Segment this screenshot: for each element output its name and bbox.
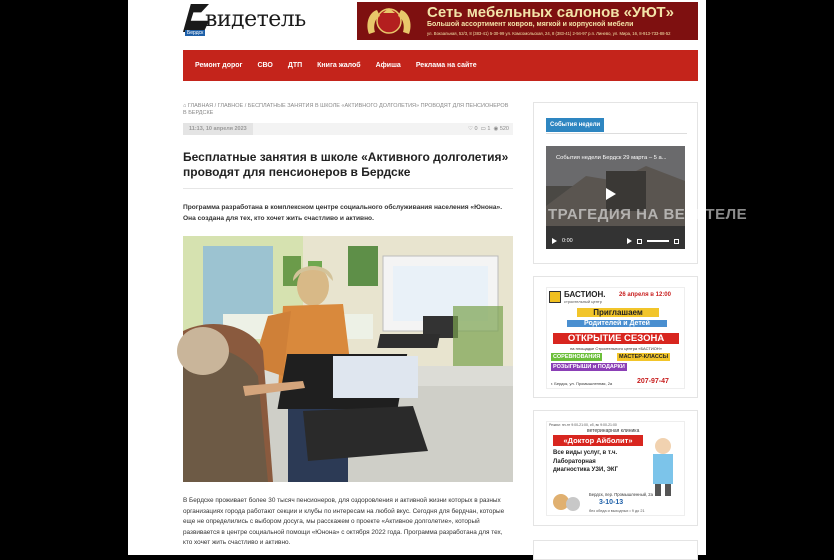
comments-count: 1 <box>487 126 491 132</box>
article-lead: Программа разработана в комплексном центре социального обслуживания населения «Юнона». Она создана для тех, кто хочет жить счастливо и активно. <box>183 204 503 222</box>
nav-item-roads[interactable]: Ремонт дорог <box>195 62 243 69</box>
video-title: События недели Бердск 29 марта – 5 а... <box>556 155 667 161</box>
top-ad-banner[interactable] <box>357 2 698 40</box>
video-player[interactable] <box>546 146 748 249</box>
crest-icon <box>363 4 415 38</box>
pets-icon <box>551 486 581 512</box>
article-meta <box>183 123 513 135</box>
vet-services: Все виды услуг, в т.ч. Лабораторная диагностика УЗИ, ЭКГ <box>553 450 618 473</box>
vet-ad-widget <box>533 410 698 526</box>
heart-icon[interactable]: ♡ <box>468 126 473 132</box>
bastion-date: 26 апреля в 12:00 <box>619 292 671 298</box>
vet-hours-top: Режим: пн-пт 9:00-21:00, сб, вс 9:00-21:00 <box>549 423 617 427</box>
vet-hours: без обеда и выходных • 9 до 21 <box>589 509 645 513</box>
video-time: 0:00 <box>562 238 573 244</box>
bastion-tag-3: РОЗЫГРЫШИ и ПОДАРКИ <box>553 364 625 370</box>
comment-icon[interactable]: ▭ <box>479 126 486 132</box>
breadcrumb-text[interactable]: ГЛАВНАЯ / ГЛАВНОЕ / БЕСПЛАТНЫЕ ЗАНЯТИЯ В ШКОЛЕ «АКТИВНОГО ДОЛГОЛЕТИЯ» ПРОВОДЯТ ДЛЯ ПЕНСИОНЕРОВ В БЕРДСКЕ <box>183 103 509 116</box>
breadcrumb <box>183 103 513 117</box>
nav-item-afisha[interactable]: Афиша <box>375 62 401 69</box>
doctor-icon <box>643 436 683 498</box>
nav-item-svo[interactable]: СВО <box>257 62 273 69</box>
forward-icon[interactable] <box>627 238 632 244</box>
article-title: Бесплатные занятия в школе «Активного долголетия» проводят для пенсионеров в Бердске <box>183 150 509 179</box>
nav-item-dtp[interactable]: ДТП <box>287 62 303 69</box>
divider <box>183 188 513 189</box>
section-divider <box>546 133 687 134</box>
page <box>128 0 748 555</box>
banner-addresses: ул. Вокзальная, 52/3, 8 (383-41) 5-30-99 ул. Комсомольская, 24, 8 (383-41) 2-94-97 р.п. Линево, ул. Мира, 16, 8-913-733-88-52 <box>427 31 671 36</box>
volume-slider[interactable] <box>647 240 669 242</box>
bastion-ad[interactable] <box>546 287 685 389</box>
banner-subtitle: Большой ассортимент ковров, мягкой и корпусной мебели <box>427 21 634 28</box>
fullscreen-icon[interactable] <box>674 239 679 244</box>
site-logo[interactable] <box>183 4 313 36</box>
nav-item-complaints[interactable]: Книга жалоб <box>317 62 361 69</box>
bastion-event: ОТКРЫТИЕ СЕЗОНА <box>553 333 679 344</box>
article-stats <box>468 126 509 132</box>
home-icon: ⌂ <box>183 103 188 109</box>
small-play-icon[interactable] <box>552 238 557 244</box>
bastion-place: на площадке Строительного центра «БАСТИОН» <box>570 346 662 351</box>
bastion-brand: БАСТИОН. <box>564 290 606 299</box>
bastion-address: г. Бердск, ул. Промышленная, 2а <box>551 381 613 386</box>
video-controls <box>546 233 685 249</box>
logo-word: видетель <box>205 7 306 32</box>
bastion-who: Родителей и Детей <box>567 320 667 327</box>
vet-address: Бердск, пер. Промышленный, 2а <box>589 492 653 497</box>
article-date: 11:13, 10 апреля 2023 <box>183 123 253 135</box>
main-nav <box>183 50 698 81</box>
volume-icon[interactable] <box>637 239 642 244</box>
bastion-phone: 207-97-47 <box>637 378 669 385</box>
bastion-logo-icon <box>549 291 561 303</box>
video-overlay-text: ТРАГЕДИЯ НА ВЕКЕТЕЛЕ <box>548 206 748 223</box>
bastion-ad-widget <box>533 276 698 398</box>
vet-phone: 3-10-13 <box>599 499 624 506</box>
nav-item-advertising[interactable]: Реклама на сайте <box>415 62 477 69</box>
vet-ad[interactable] <box>546 421 685 516</box>
likes-count: 0 <box>474 126 478 132</box>
bastion-tag-2: МАСТЕР-КЛАССЫ <box>619 354 669 360</box>
play-icon[interactable] <box>606 188 616 200</box>
vet-kind: ветеринарная клиника <box>587 428 640 434</box>
events-widget <box>533 102 748 264</box>
article-body: В Бердске проживает более 30 тысяч пенсионеров, для оздоровления и активной жизни которых в разных организациях города работают секции и клубы по интересам на любой вкус. Сегодня для бердчан, которые еще не определились с выбором досуга, мы расскажем о проекте «Активное долголетие», который развивается в центре социальной помощи «Юнона» с октября 2022 года. Программа разработана для тех, кто хочет жить счастливо и активно. <box>183 497 505 547</box>
bastion-invite: Приглашаем <box>577 308 659 317</box>
logo-city: Бердск <box>187 30 204 36</box>
bastion-brand-sub: строительный центр <box>564 299 602 304</box>
vet-name: «Доктор Айболит» <box>553 435 643 446</box>
section-label[interactable]: События недели <box>546 118 604 132</box>
views-count: 520 <box>499 126 509 132</box>
next-widget <box>533 540 698 560</box>
article-photo[interactable] <box>183 236 513 482</box>
bastion-tag-1: СОРЕВНОВАНИЯ <box>553 354 601 360</box>
eye-icon: ◉ <box>491 126 499 132</box>
banner-title: Сеть мебельных салонов «УЮТ» <box>427 4 674 21</box>
